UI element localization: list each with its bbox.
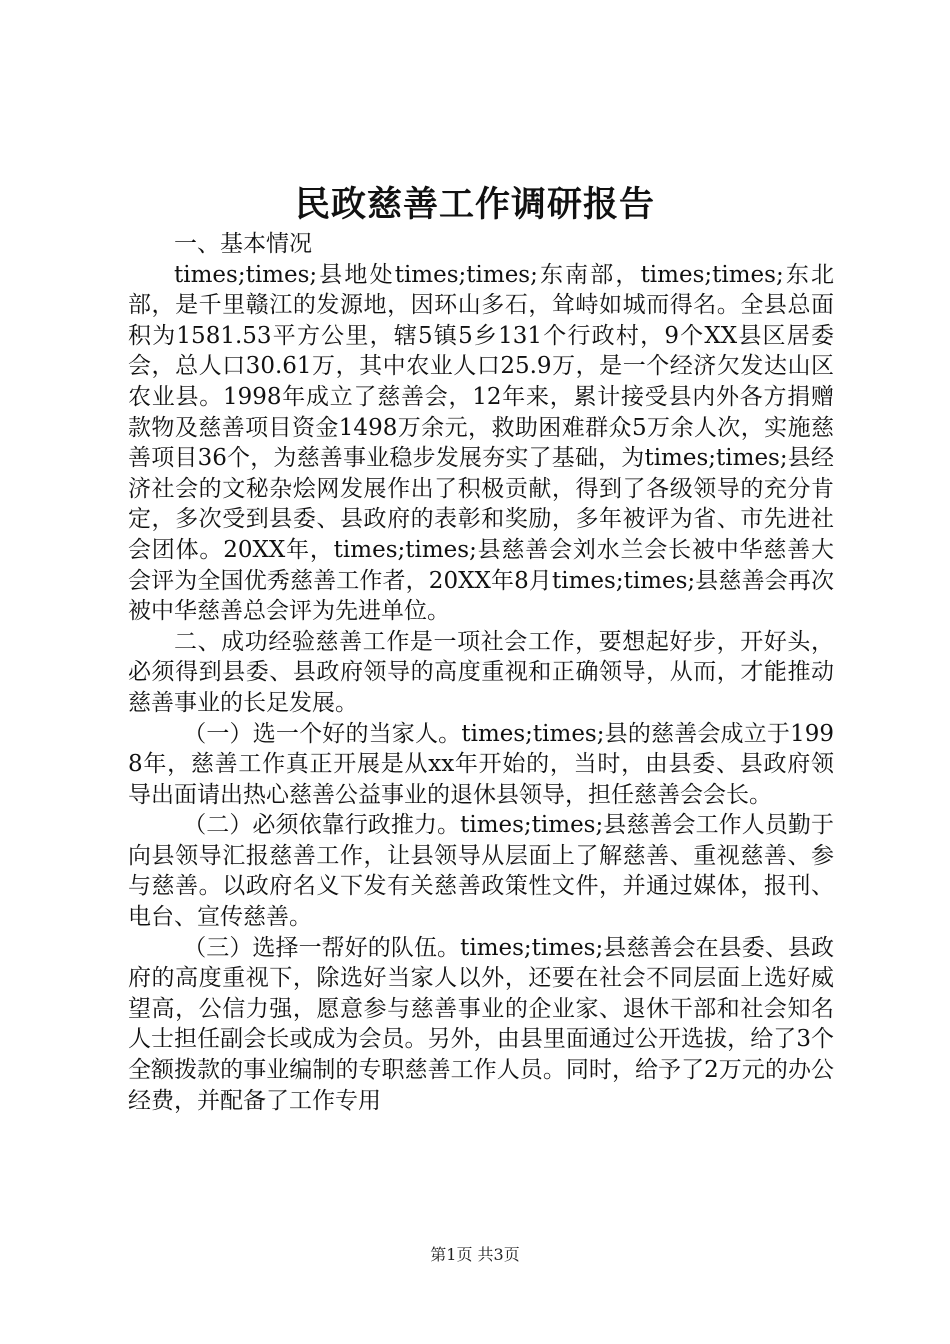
paragraph-point-two: （二）必须依靠行政推力。times;times;县慈善会工作人员勤于向县领导汇报慈善工作，让县领导从层面上了解慈善、重视慈善、参与慈善。以政府名义下发有关慈善政策性文件，并通过媒体，报刊、电台、宣传慈善。 <box>128 812 834 931</box>
page-title: 民政慈善工作调研报告 <box>294 184 655 225</box>
paragraph-success-experience: 二、成功经验慈善工作是一项社会工作，要想起好步，开好头，必须得到县委、县政府领导的高度重视和正确领导，从而，才能推动慈善事业的长足发展。 <box>128 628 834 716</box>
document-body <box>128 229 834 1116</box>
paragraph-basic-situation-heading: 一、基本情况 <box>174 231 312 257</box>
page-footer: 第1页 共3页 <box>430 1245 520 1264</box>
paragraph-point-three: （三）选择一帮好的队伍。times;times;县慈善会在县委、县政府的高度重视下，除选好当家人以外，还要在社会不同层面上选好威望高，公信力强，愿意参与慈善事业的企业家、退休干部和社会知名人士担任副会长或成为会员。另外，由县里面通过公开选拔，给了3个全额拨款的事业编制的专职慈善工作人员。同时，给予了2万元的办公经费，并配备了工作专用 <box>128 934 834 1114</box>
paragraph-basic-situation: times;times;县地处times;times;东南部，times;times;东北部，是千里赣江的发源地，因环山多石，耸峙如城而得名。全县总面积为1581.53平方公里，辖5镇5乡131个行政村，9个XX县区居委会，总人口30.61万，其中农业人口25.9万，是一个经济欠发达山区农业县。1998年成立了慈善会，12年来，累计接受县内外各方捐赠款物及慈善项目资金1498万余元，救助困难群众5万余人次，实施慈善项目36个，为慈善事业稳步发展夯实了基础，为times;times;县经济社会的文秘杂烩网发展作出了积极贡献，得到了各级领导的充分肯定，多次受到县委、县政府的表彰和奖励，多年被评为省、市先进社会团体。20XX年，times;times;县慈善会刘水兰会长被中华慈善大会评为全国优秀慈善工作者，20XX年8月times;times;县慈善会再次被中华慈善总会评为先进单位。 <box>128 261 834 625</box>
paragraph-point-one: （一）选一个好的当家人。times;times;县的慈善会成立于1998年，慈善工作真正开展是从xx年开始的，当时，由县委、县政府领导出面请出热心慈善公益事业的退休县领导，担任慈善会会长。 <box>128 720 834 808</box>
